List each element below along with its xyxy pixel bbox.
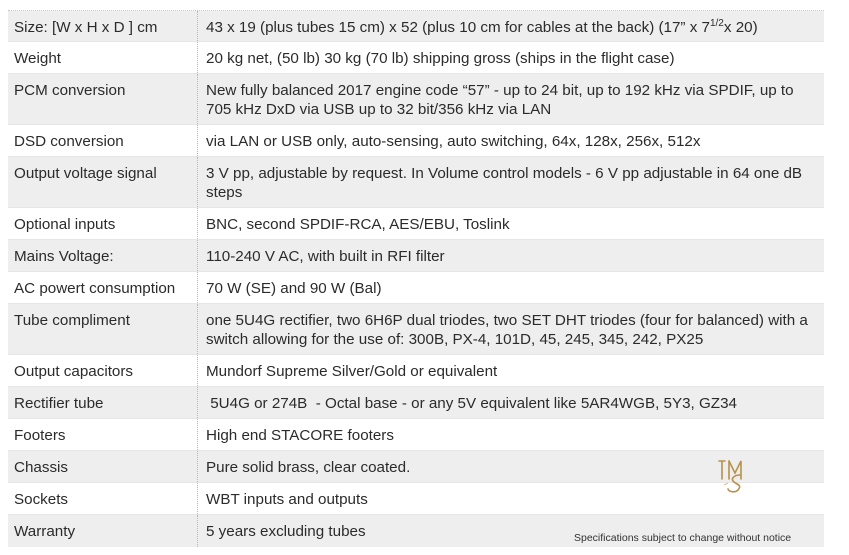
spec-row-pcm [8,74,824,125]
spec-row-size [8,11,824,42]
spec-value: 110-240 V AC, with built in RFI filter [206,248,445,265]
spec-row-mains-voltage [8,240,824,272]
spec-value: 70 W (SE) and 90 W (Bal) [206,280,382,297]
spec-row-output-capacitors [8,355,824,387]
spec-row-dsd [8,125,824,157]
spec-label: Rectifier tube [8,387,198,418]
spec-row-chassis [8,451,824,483]
footnote: Specifications subject to change without notice [574,532,792,544]
spec-value: 3 V pp, adjustable by request. In Volume control models - 6 V pp adjustable in 64 one dB steps [206,165,803,201]
spec-row-weight [8,42,824,74]
spec-value: one 5U4G rectifier, two 6H6P dual triodes, two SET DHT triodes (four for balanced) with a switch allowing for the use of: 300B, PX-4, 101D, 45, 245, 345, 242, PX25 [206,312,808,348]
spec-table [8,10,824,547]
spec-value: 20 kg net, (50 lb) 30 kg (70 lb) shipping gross (ships in the flight case) [206,50,675,67]
brand-monogram-logo [716,455,750,495]
spec-label: Footers [8,419,198,450]
spec-row-tube-compliment [8,304,824,355]
spec-label: Output capacitors [8,355,198,386]
spec-label: PCM conversion [8,74,198,124]
spec-value: BNC, second SPDIF-RCA, AES/EBU, Toslink [206,216,510,233]
spec-row-sockets [8,483,824,515]
spec-row-optional-inputs [8,208,824,240]
spec-value: 5 years excluding tubes [206,523,366,540]
spec-value: 43 x 19 (plus tubes 15 cm) x 52 (plus 10 cm for cables at the back) (17” x $7^{1/2}x$ 20) [206,18,758,36]
spec-label: AC powert consumption [8,272,198,303]
spec-label: Size: [W x H x D ] cm [8,11,198,41]
spec-label: Mains Voltage: [8,240,198,271]
spec-value: Pure solid brass, clear coated. [206,459,411,476]
spec-label: Sockets [8,483,198,514]
spec-value: via LAN or USB only, auto-sensing, auto switching, 64x, 128x, 256x, 512x [206,133,701,150]
spec-label: Warranty [8,515,198,547]
spec-row-ac-power [8,272,824,304]
spec-label: Weight [8,42,198,73]
spec-label: Output voltage signal [8,157,198,207]
spec-value: WBT inputs and outputs [206,491,368,508]
spec-value: Mundorf Supreme Silver/Gold or equivalent [206,363,498,380]
spec-row-rectifier [8,387,824,419]
spec-row-output-voltage [8,157,824,208]
spec-value: 5U4G or 274B - Octal base - or any 5V equivalent like 5AR4WGB, 5Y3, GZ34 [206,395,737,412]
spec-label: DSD conversion [8,125,198,156]
spec-label: Optional inputs [8,208,198,239]
spec-value: High end STACORE footers [206,427,394,444]
spec-value: New fully balanced 2017 engine code “57” - up to 24 bit, up to 192 kHz via SPDIF, up to 705 kHz DxD via USB up to 32 bit/356 kHz via LAN [206,82,794,118]
spec-label: Chassis [8,451,198,482]
spec-row-footers [8,419,824,451]
spec-label: Tube compliment [8,304,198,354]
